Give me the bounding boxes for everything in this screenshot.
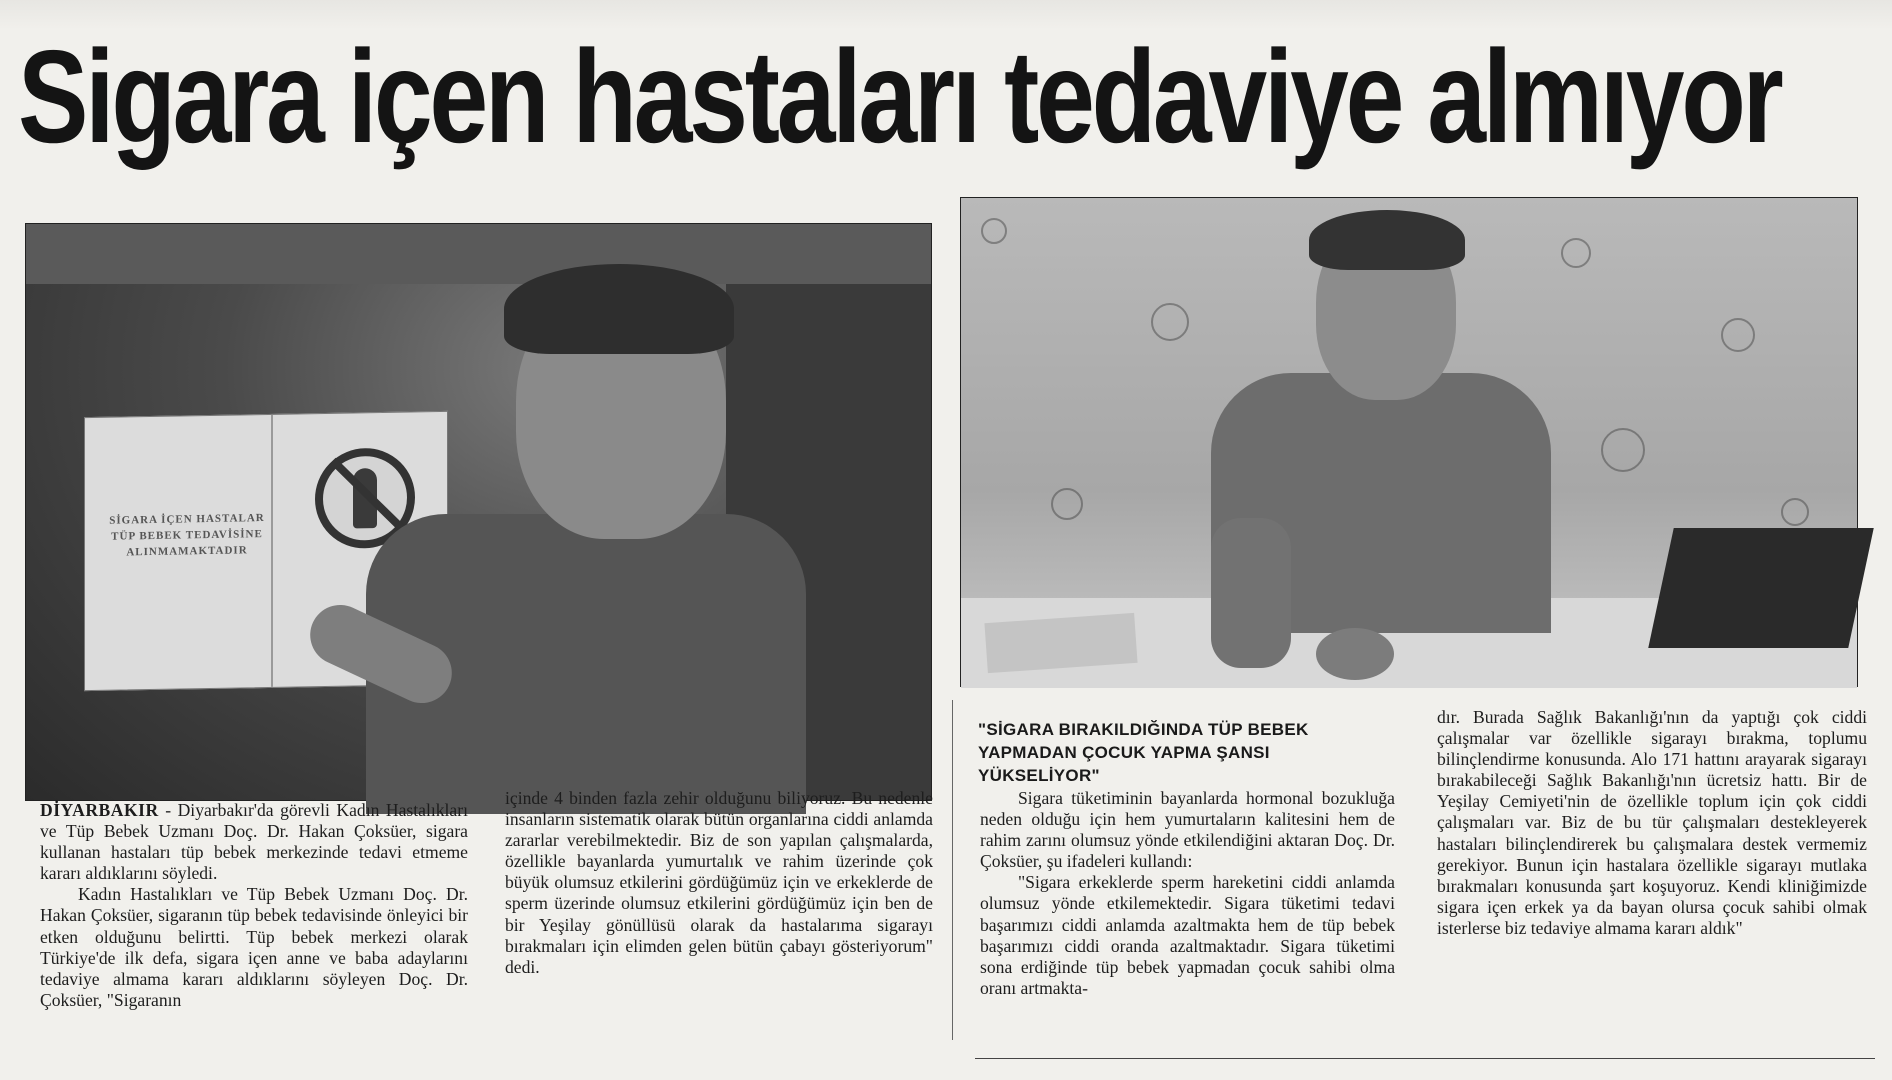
sign-text: SİGARA İÇEN HASTALAR TÜP BEBEK TEDAVİSİNE ALINMAMAKTADIR (109, 512, 265, 559)
laptop (1648, 528, 1874, 648)
papers-on-desk (984, 613, 1137, 673)
wallpaper-circle (1781, 498, 1809, 526)
photo-doctor-with-sign (25, 223, 932, 801)
doctor-arm (1211, 518, 1291, 668)
column-divider (952, 700, 953, 1040)
paragraph: içinde 4 binden fazla zehir olduğunu biliyoruz. Bu nedenle insanların sistematik olarak bütün organlarına ciddi anlamda zararlar verebilmektedir. Biz de son yapılan çalışmalarda, özellikle bayanlarda yumurtalık ve rahim üzerinde çok büyük olumsuz etkilerini gördüğümüz için ve erkeklerde de sperm üzerinde olumsuz etkilerini gördüğümüz için ben de bir Yeşilay gönüllüsü olarak da hastalarıma sigarayı bırakmaları için elimden gelen bütün çabayı gösteriyorum" dedi. (505, 788, 933, 977)
microphone (1316, 628, 1394, 680)
headline: Sigara içen hastaları tedaviye almıyor (18, 23, 1781, 170)
wallpaper-circle (1051, 488, 1083, 520)
dateline: DİYARBAKIR (40, 800, 159, 820)
article-column-2 (505, 788, 933, 978)
paragraph: Kadın Hastalıkları ve Tüp Bebek Uzmanı Doç. Dr. Hakan Çoksüer, sigaranın tüp bebek tedavisinde önleyici bir etken olduğunu belirtti. Tüp bebek merkezi olarak Türkiye'de ilk defa, sigara içen anne ve baba adaylarını tedaviye almama kararı aldıklarını söyleyen Doç. Dr. Çoksüer, "Sigaranın (40, 884, 468, 1010)
article-column-4 (1437, 707, 1867, 939)
paragraph: Sigara tüketiminin bayanlarda hormonal bozukluğa neden olduğu için hem yumurtaların kalitesini hem de rahim zarını olumsuz yönde etkilendiğini aktaran Doç. Dr. Çoksüer, şu ifadeleri kullandı: (980, 788, 1395, 872)
doctor-hair (504, 264, 734, 354)
figure-icon (353, 468, 377, 528)
photo-doctor-at-desk (960, 197, 1858, 687)
subheadline: "SİGARA BIRAKILDIĞINDA TÜP BEBEK YAPMADAN ÇOCUK YAPMA ŞANSI YÜKSELİYOR" (978, 720, 1309, 785)
paragraph: "Sigara erkeklerde sperm hareketini ciddi anlamda olumsuz yönde etkilemektedir. Sigara tüketimi tedavi başarımızı ciddi anlamda azaltmakta hem de tüp bebek başarımızı ciddi oranda azaltmaktadır. Sigara tüketimi sona erdiğinde tüp bebek yapmadan çocuk sahibi olma oranı artmakta- (980, 872, 1395, 998)
wallpaper-circle (1601, 428, 1645, 472)
wallpaper-circle (1151, 303, 1189, 341)
article-column-1 (40, 800, 468, 1011)
wallpaper-circle (1561, 238, 1591, 268)
ceiling (26, 224, 931, 284)
paragraph: dır. Burada Sağlık Bakanlığı'nın da yaptığı çok ciddi çalışmalar var özellikle sigarayı bırakma, toplumu bilinçlendirme konusunda. Alo 171 hattını arayarak sigarayı bırakabileceği Sağlık Bakanlığı'nın ücretsiz hattı. Bir de Yeşilay Cemiyeti'nin de özellikle toplum için çok ciddi çalışmaları var. Biz de bu tür çalışmaları destekleyerek hastaları bilinçlendirerek bu çalışmalara destek vermemiz gerekiyor. Bunun için hastalara özellikle sigarayı mutlaka bırakmaları konusunda şart koşuyoruz. Kendi kliniğimizde sigara içen erkek ya da bayan olursa çocuk sahibi olmak isterlerse biz tedaviye almama kararı aldık" (1437, 707, 1867, 938)
article-column-3 (980, 788, 1395, 999)
sign-fold-line (271, 415, 273, 687)
bottom-rule (975, 1058, 1875, 1059)
wallpaper-circle (1721, 318, 1755, 352)
doctor-hair (1309, 210, 1465, 270)
paragraph: - Diyarbakır'da görevli Kadın Hastalıkları ve Tüp Bebek Uzmanı Doç. Dr. Hakan Çoksüer, sigara kullanan hastaları tüp bebek merkezinde tedavi etmeme kararı aldıklarını söyledi. (40, 800, 468, 884)
wallpaper-circle (981, 218, 1007, 244)
